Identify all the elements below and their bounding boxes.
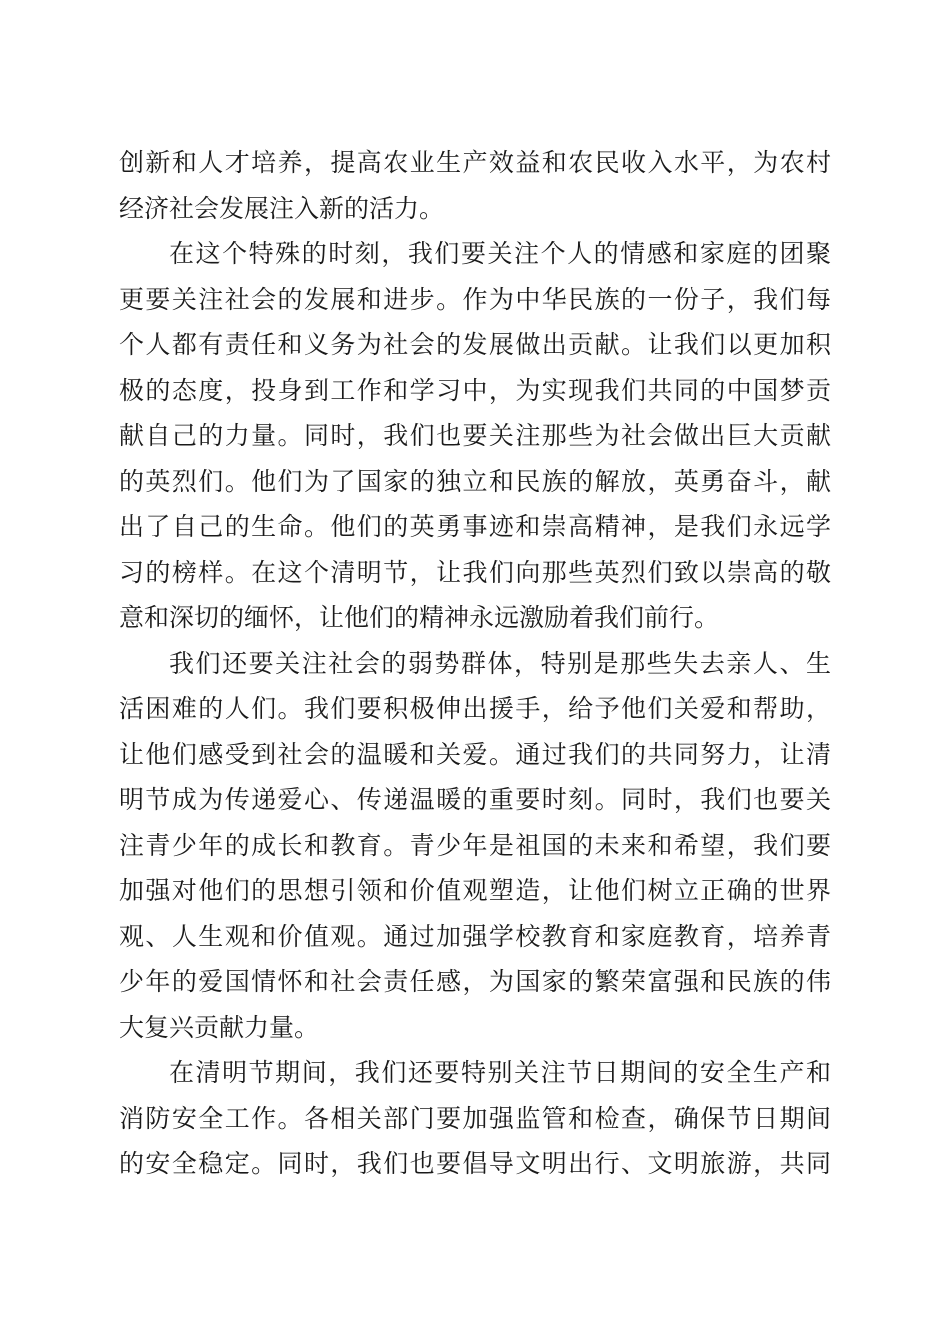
- text-line: 经济社会发展注入新的活力。: [119, 193, 445, 223]
- text-line: 明节成为传递爱心、传递温暖的重要时刻。同时，我们也要关: [119, 785, 831, 814]
- body-text: [119, 140, 831, 1187]
- text-line: 习的榜样。在这个清明节，让我们向那些英烈们致以崇高的敬: [119, 557, 831, 587]
- text-line: 注青少年的成长和教育。青少年是祖国的未来和希望，我们要: [119, 830, 831, 860]
- text-line: 大复兴贡献力量。: [119, 1012, 320, 1042]
- text-line: 意和深切的缅怀，让他们的精神永远激励着我们前行。: [119, 603, 720, 632]
- text-line: 更要关注社会的发展和进步。作为中华民族的一份子，我们每: [119, 284, 831, 314]
- text-line: 活困难的人们。我们要积极伸出援手，给予他们关爱和帮助，: [119, 694, 831, 723]
- paragraph-first-line: 我们还要关注社会的弱势群体，特别是那些失去亲人、生: [169, 648, 831, 678]
- text-line: 的安全稳定。同时，我们也要倡导文明出行、文明旅游，共同: [119, 1149, 831, 1178]
- text-line: 献自己的力量。同时，我们也要关注那些为社会做出巨大贡献: [119, 421, 831, 450]
- text-line: 观、人生观和价值观。通过加强学校教育和家庭教育，培养青: [119, 921, 831, 951]
- text-line: 让他们感受到社会的温暖和关爱。通过我们的共同努力，让清: [119, 739, 831, 769]
- text-line: 创新和人才培养，提高农业生产效益和农民收入水平，为农村: [119, 148, 831, 177]
- text-line: 消防安全工作。各相关部门要加强监管和检查，确保节日期间: [119, 1103, 831, 1133]
- text-line: 极的态度，投身到工作和学习中，为实现我们共同的中国梦贡: [119, 375, 831, 405]
- text-line: 个人都有责任和义务为社会的发展做出贡献。让我们以更加积: [119, 330, 831, 359]
- text-line: 出了自己的生命。他们的英勇事迹和崇高精神，是我们永远学: [119, 512, 831, 541]
- text-line: 的英烈们。他们为了国家的独立和民族的解放，英勇奋斗，献: [119, 466, 831, 496]
- paragraph-first-line: 在清明节期间，我们还要特别关注节日期间的安全生产和: [169, 1058, 831, 1087]
- paragraph-first-line: 在这个特殊的时刻，我们要关注个人的情感和家庭的团聚: [169, 239, 831, 268]
- text-line: 加强对他们的思想引领和价值观塑造，让他们树立正确的世界: [119, 876, 831, 905]
- text-line: 少年的爱国情怀和社会责任感，为国家的繁荣富强和民族的伟: [119, 967, 831, 996]
